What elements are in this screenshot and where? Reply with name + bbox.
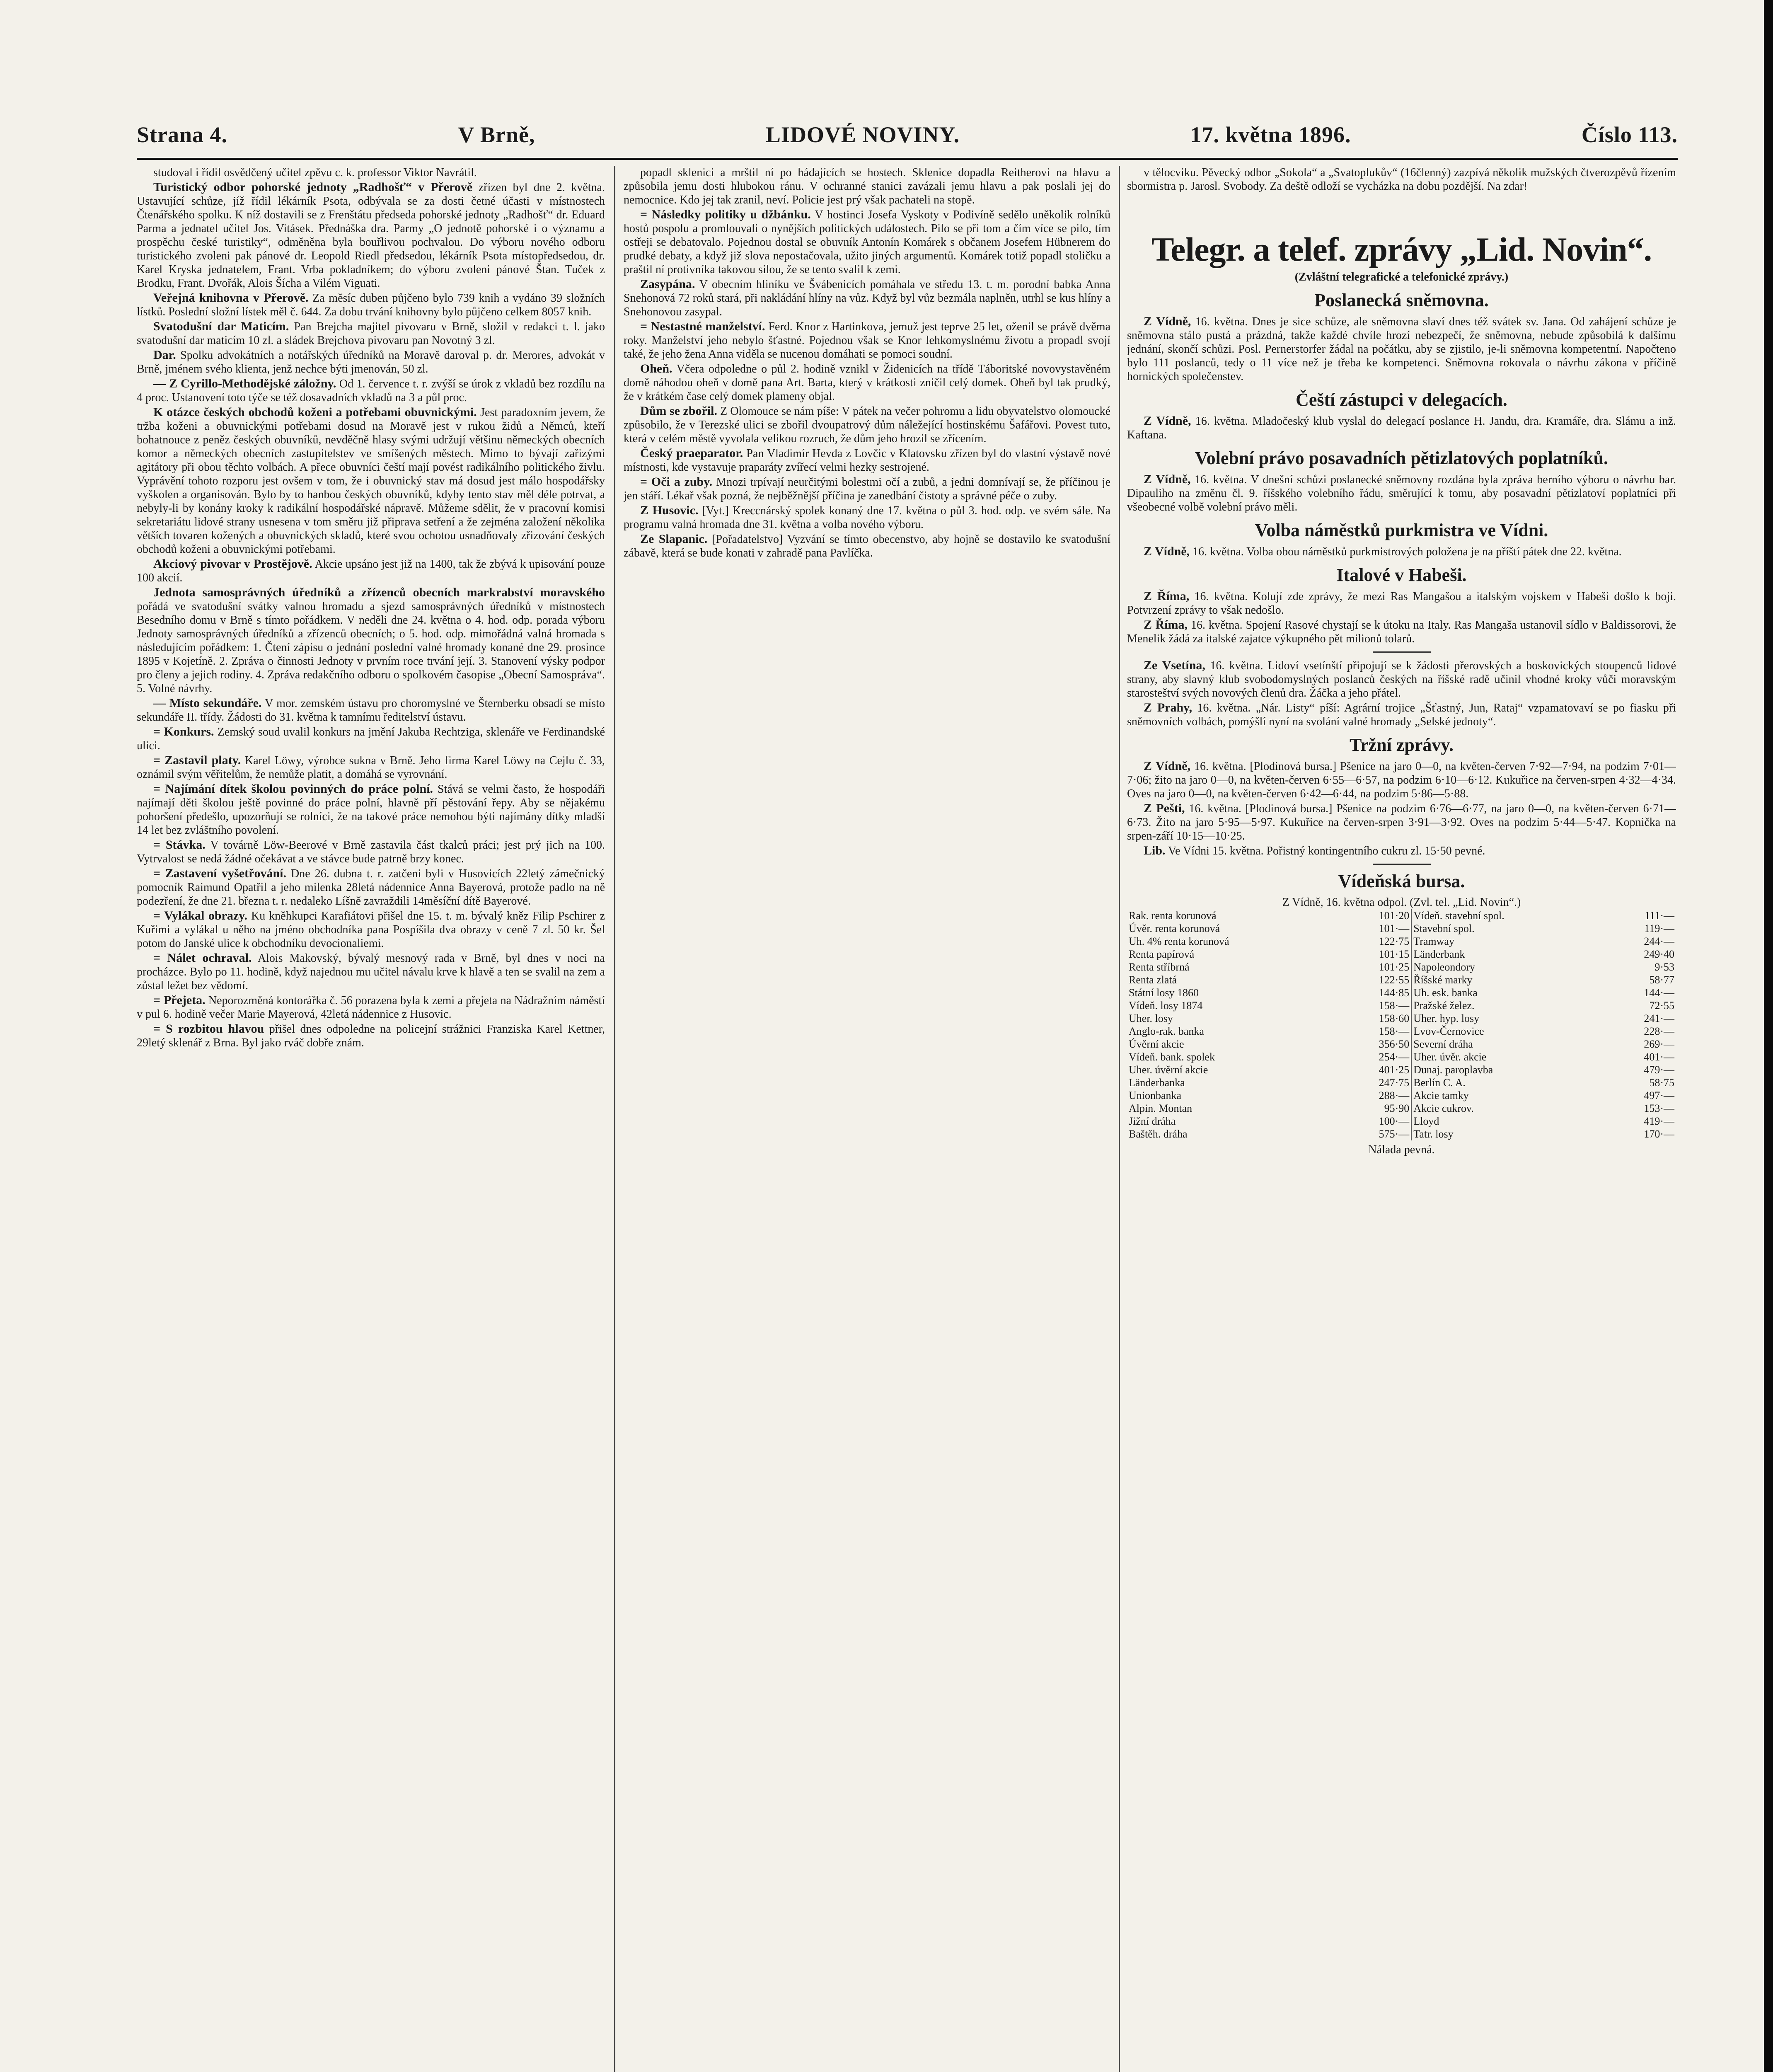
article-headline: Jednota samosprávných úředníků a zřízenců obecních markrabství moravského — [153, 586, 605, 599]
article-headline: Turistický odbor pohorské jednoty „Radhošť“ v Přerově — [153, 180, 473, 194]
bursa-price: 269·— — [1644, 1038, 1674, 1050]
article-paragraph — [624, 277, 1110, 319]
newspaper-title: LIDOVÉ NOVINY. — [765, 122, 960, 147]
article-text: pořádá ve svatodušní svátky valnou hromadu a sjezd samosprávných úředníků v místnostech Besedního domu v Brně s tímto pořádkem. V neděli dne 24. května o 4. hod. odp. porada výboru Jednoty samosprávných úředníků a zřízenců obecních; o 5. hod. odp. mimořádná valná hromada s následujícím pořádkem: 1. Čtení zápisu o jednání poslední valné hromady konané dne 29. prosince 1895 v Kojetíně. 2. Zpráva o činnosti Jednoty v prvním roce trvání její. 3. Stanovení výsky podpor pro členy a jejich rodiny. 4. Zpráva redakčního odboru o spolkovém časopise „Obecní Samospráva“. 5. Volné návrhy. — [137, 600, 605, 695]
article-headline: = Vylákal obrazy. — [153, 909, 248, 922]
article-headline: = Oči a zuby. — [640, 475, 713, 489]
article-paragraph — [1127, 545, 1676, 559]
article-text: V továrně Löw-Beerové v Brně zastavila část tkalců práci; jest prý jich na 100. Vytrvalost se nedá žádné očekávat a ve stávce bude patrně brzy konec. — [137, 839, 605, 865]
article-paragraph — [137, 291, 605, 319]
column-3-intro — [1127, 166, 1676, 193]
column-divider — [614, 166, 615, 2072]
article-paragraph — [1127, 844, 1676, 858]
issue-number: Číslo 113. — [1581, 122, 1678, 147]
article-headline: Veřejná knihovna v Přerově. — [153, 291, 309, 305]
article-paragraph — [624, 320, 1110, 361]
article-text: Ve Vídni 15. května. Pořistný kontingentního cukru zl. 15·50 pevné. — [1168, 845, 1485, 857]
article-paragraph — [1127, 759, 1676, 801]
bursa-security: Tramway — [1411, 935, 1606, 948]
article-text: Pan Brejcha majitel pivovaru v Brně, složil v redakci t. l. jako svatodušní dar maticím 10 zl. a sládek Brejchova pivovaru pan Novotný 3 zl. — [137, 320, 605, 347]
section-title: Italové v Habeši. — [1336, 565, 1467, 585]
bursa-row — [1127, 1063, 1676, 1076]
telegram-sections — [1127, 290, 1676, 858]
article-text: v tělocviku. Pěvecký odbor „Sokola“ a „Svatoplukův“ (16členný) zazpívá několik mužských čtverozpěvů řízením sbormistra p. Jarosl. Svobody. Za deště odloží se vycházka na dobu pozdější. Na zdar! — [1127, 166, 1676, 193]
bursa-price: 111·— — [1645, 910, 1674, 922]
telegram-subnote: (Zvláštní telegrafické a telefonické zprávy.) — [1294, 271, 1509, 283]
article-paragraph — [137, 557, 605, 585]
article-text: studoval i řídil osvědčený učitel zpěvu c. k. professor Viktor Navrátil. — [153, 166, 477, 179]
bursa-price: 101·— — [1379, 922, 1410, 934]
bursa-price: 101·20 — [1379, 910, 1410, 922]
article-text: 16. května. Dnes je sice schůze, ale sněmovna slaví dnes též svátek sv. Jana. Od zahájení schůze je sněmovna stálo pustá a prázdná, takže každé chvíle hrozí nebezpečí, že sněmovna, nebude způsobilá k dalšímu jednání, skončí schůzi. Posl. Pernerstorfer žádal na počátku, aby se zjistilo, je-li sněmovna kompetentní. Napočteno bylo 111 poslanců, tedy o 11 více než je třeba ke kompetenci. Sněmovna rokovala o návrhu zákona v příčině hornických společenstev. — [1127, 315, 1676, 383]
article-paragraph — [1127, 166, 1676, 193]
bursa-security: Uher. úvěrní akcie — [1129, 1064, 1208, 1076]
column-2 — [624, 166, 1110, 2072]
article-text: 16. května. V dnešní schůzi poslanecké sněmovny rozdána byla zpráva berního výboru o návrhu bar. Dipauliho na změnu čl. 9. říšského volebního řádu, směrující k tomu, aby posavadní pětizlatoví poplatníci při všeobecné volbě volební právo měli. — [1127, 473, 1676, 513]
bursa-row — [1127, 961, 1676, 973]
bursa-row — [1127, 1089, 1676, 1102]
bursa-price: 419·— — [1644, 1115, 1674, 1127]
article-paragraph — [137, 586, 605, 695]
page-number: Strana 4. — [137, 122, 228, 147]
bursa-price: 119·— — [1644, 922, 1674, 934]
article-headline: = Zastavení vyšetřování. — [153, 867, 286, 880]
bursa-price: 356·50 — [1379, 1038, 1410, 1050]
issue-date: 17. května 1896. — [1190, 122, 1351, 147]
bursa-row — [1127, 1038, 1676, 1051]
article-headline: Zasypána. — [640, 277, 695, 291]
section-title: Volební právo posavadních pětizlatových poplatníků. — [1195, 448, 1609, 468]
bursa-security: Severní dráha — [1411, 1038, 1606, 1051]
article-text: Stává se velmi často, že hospodáři najímají děti školou ještě povinné do práce polní, hlavně pří pěstování řepy. Aby se nějakému pohoršení předešlo, upozorňují se rolníci, že na takové práce nemohou býti najímány dítky mladší 14 let bez zvláštního povolení. — [137, 783, 605, 837]
bursa-security: Uh. esk. banka — [1411, 986, 1606, 999]
bursa-security: Uher. losy — [1129, 1012, 1173, 1024]
article-headline: = Nálet ochraval. — [153, 951, 252, 965]
article-paragraph — [137, 320, 605, 347]
article-paragraph — [624, 446, 1110, 474]
article-text: Zemský soud uvalil konkurs na jmění Jakuba Rechtziga, sklenáře ve Ferdinandské ulici. — [137, 726, 605, 752]
bursa-price: 58·77 — [1649, 974, 1674, 986]
article-headline: Z Říma, — [1144, 618, 1188, 632]
section-divider — [1373, 651, 1431, 653]
article-paragraph — [137, 993, 605, 1021]
article-headline: Z Prahy, — [1144, 701, 1192, 714]
article-headline: Lib. — [1144, 844, 1166, 857]
article-headline: Ze Vsetína, — [1144, 658, 1205, 672]
article-headline: — Z Cyrillo-Methodějské záložny. — [153, 377, 336, 390]
masthead-city: V Brně, — [458, 122, 535, 147]
article-paragraph — [137, 867, 605, 908]
bursa-security: Renta papírová — [1129, 948, 1195, 960]
article-headline: = Konkurs. — [153, 725, 214, 738]
bursa-security: Lloyd — [1411, 1115, 1606, 1128]
article-text: Dne 26. dubna t. r. zatčeni byli v Husovicích 22letý zámečnický pomocník Raimund Opatřil a jeho milenka 28letá nádennice Anna Bayerová, protože padlo na ně podezření, že dne 21. března t. r. nedaleko Líšně zavraždili 14měsíční dítě Bayerové. — [137, 867, 605, 908]
article-headline: = Přejeta. — [153, 993, 206, 1007]
bursa-security: Anglo-rak. banka — [1129, 1025, 1204, 1037]
article-text: Od 1. července t. r. zvýší se úrok z vkladů bez rozdílu na 4 proc. Ustanovení toto týče se též dosavadních vkladů na 3 a půl proc. — [137, 378, 605, 404]
article-text: [Pořadatelstvo] Vyzvání se tímto obecenstvo, aby hojně se dostavilo ke svatodušní zábavě, která se bude konati v zahradě pana Pavlíčka. — [624, 533, 1110, 559]
article-paragraph — [137, 166, 605, 179]
article-paragraph — [1127, 589, 1676, 617]
bursa-price: 153·— — [1644, 1102, 1674, 1114]
article-text: V mor. zemském ústavu pro choromyslné ve Šternberku obsadí se místo sekundáře II. třídy. Žádosti do 31. května k tamnímu ředitelství ústavu. — [137, 697, 605, 724]
bursa-security: Uh. 4% renta korunová — [1129, 935, 1229, 947]
bursa-security: Pražské želez. — [1411, 999, 1606, 1012]
bursa-row — [1127, 922, 1676, 935]
article-text: 16. května. „Nár. Listy“ píší: Agrární trojice „Šťastný, Jun, Rataj“ vzpamatovaví se po fiasku při sněmovních volbách, pomýšlí nyní na svolání valné hromady „Selské jednoty“. — [1127, 702, 1676, 728]
bursa-footer: Nálada pevná. — [1368, 1143, 1435, 1156]
bursa-security: Úvěrní akcie — [1129, 1038, 1184, 1050]
article-paragraph — [137, 951, 605, 992]
article-text: V obecním hliníku ve Švábenicích pomáhala ve středu 13. t. m. porodní babka Anna Snehonová 72 roků stará, při nakládání hlíny na vůz. Když byl vůz bezmála naplněn, utrhl se kus hlíny a Snehonovou zasypal. — [624, 278, 1110, 318]
article-paragraph — [1127, 472, 1676, 514]
article-headline: Z Říma, — [1144, 589, 1190, 603]
bursa-row — [1127, 1076, 1676, 1089]
article-text: V hostinci Josefa Vyskoty v Podivíně sedělo uněkolik rolníků hostů pospolu a promlouvali o nynějších politických událostech. Pilo se při tom a čím více se pilo, tím ostřeji se debatovalo. Pojednou dostal se obuvník Antonín Komárek s občanem Josefem Hübnerem do prudké debaty, a když již slova nepostačovala, užito jiných argumentů. Komárek totiž popadl stoličku a praštil ní protivníka takovou silou, že se tento svalil k zemi. — [624, 208, 1110, 276]
bursa-security: Říšské marky — [1411, 973, 1606, 986]
article-paragraph — [137, 782, 605, 837]
article-text: 16. května. Lidoví vsetínští připojují se k žádosti přerovských a boskovických stoupenců lidové strany, aby slavný klub svobodomyslných poslanců českých na říšské radě učinil vhodné kroky vůči moravským starosteštví svých novových členů dra. Žáčka a jeho přátel. — [1127, 659, 1676, 700]
article-headline: Svatodušní dar Maticím. — [153, 320, 289, 333]
bursa-security: Baštěh. dráha — [1129, 1128, 1188, 1140]
section-divider — [1373, 864, 1431, 865]
bursa-security: Úvěr. renta korunová — [1129, 922, 1220, 934]
masthead — [137, 112, 1678, 157]
article-headline: = Najímání dítek školou povinných do práce polní. — [153, 782, 433, 796]
bursa-security: Vídeň. bank. spolek — [1129, 1051, 1215, 1063]
bursa-price: 95·90 — [1384, 1102, 1410, 1114]
article-paragraph — [137, 405, 605, 556]
bursa-security: Berlín C. A. — [1411, 1076, 1606, 1089]
article-text: Ku kněhkupci Karafiátovi přišel dne 15. t. m. bývalý kněz Filip Pschirer z Kuřimi a vylákal u něho na jméno obchodníka pana Pospíšila dva obrazy v ceně 7 zl. 50 kr. Šel potom do Janské ulice k obchodníku devocionaliemi. — [137, 910, 605, 950]
bursa-security: Renta stříbrná — [1129, 961, 1190, 973]
bursa-security: Napoleondory — [1411, 961, 1606, 973]
article-paragraph — [137, 180, 605, 290]
article-text: Včera odpoledne o půl 2. hodině vznikl v Židenicích na třídě Táboritské novovystavěném domě náhodou oheň v domě pana Art. Barta, který v krátkosti zničil celý domek. Oheň byl tak prudký, že v krátkém čase celý domek plameny objal. — [624, 363, 1110, 403]
article-text: Akcie upsáno jest již na 1400, tak že zbývá k upisování pouze 100 akcií. — [137, 558, 605, 584]
bursa-price: 100·— — [1379, 1115, 1410, 1127]
article-paragraph — [624, 532, 1110, 560]
bursa-price: 9·53 — [1654, 961, 1674, 973]
bursa-price: 497·— — [1644, 1089, 1674, 1101]
article-paragraph — [137, 377, 605, 404]
masthead-rule — [137, 158, 1678, 160]
bursa-price: 158·— — [1379, 1025, 1410, 1037]
bursa-price: 101·15 — [1379, 948, 1410, 960]
article-paragraph — [1127, 414, 1676, 442]
bursa-security: Vídeň. stavební spol. — [1411, 909, 1606, 922]
bursa-row — [1127, 986, 1676, 999]
article-text: Pan Vladimír Hevda z Lovčic v Klatovsku zřízen byl do vlastní výstavě nové místnosti, kde vystavuje praparáty zvířecí velmi hezky sestrojené. — [624, 447, 1110, 474]
article-headline: = Zastavil platy. — [153, 753, 241, 767]
bursa-security: Unionbanka — [1129, 1089, 1182, 1101]
bursa-security: Rak. renta korunová — [1129, 910, 1217, 922]
article-paragraph — [137, 725, 605, 753]
bursa-row — [1127, 999, 1676, 1012]
bursa-price: 479·— — [1644, 1064, 1674, 1076]
bursa-row — [1127, 909, 1676, 922]
article-text: Za měsíc duben půjčeno bylo 739 knih a vydáno 39 složních lístků. Poslední složní lístek měl č. 644. Za dobu trvání knihovny bylo půjčeno celkem 8057 knih. — [137, 292, 605, 318]
article-text: Ferd. Knor z Hartinkova, jemuž jest teprve 25 let, oženil se právě dvěma roky. Manželství jeho nebylo šťastné. Pojednou však se Knor lehkomyslnému životu a propadl svojí také, že jeho žena Anna viděla se nucenou domáhati se pomoci soudní. — [624, 320, 1110, 361]
bursa-security: Jižní dráha — [1129, 1115, 1176, 1127]
bursa-price: 72·55 — [1649, 1000, 1674, 1012]
article-text: Karel Löwy, výrobce sukna v Brně. Jeho firma Karel Löwy na Cejlu č. 33, oznámil svým věřitelům, že nemůže platit, a domáhá se vyrovnání. — [137, 754, 605, 781]
bursa-security: Dunaj. paroplavba — [1411, 1063, 1606, 1076]
article-text: Neporozměná kontorářka č. 56 porazena byla k zemi a přejeta na Nádražním náměstí v pul 6. hodině večer Marie Mayerová, 42letá nádennice z Husovic. — [137, 994, 605, 1021]
article-paragraph — [624, 503, 1110, 531]
bursa-row — [1127, 1025, 1676, 1038]
article-headline: Z Vídně, — [1144, 315, 1191, 328]
bursa-price: 575·— — [1379, 1128, 1410, 1140]
bursa-price: 244·— — [1644, 935, 1674, 947]
bursa-security: Vídeň. losy 1874 — [1129, 1000, 1203, 1012]
bursa-price: 122·55 — [1379, 974, 1410, 986]
bursa-price: 122·75 — [1379, 935, 1410, 947]
section-title: Volba náměstků purkmistra ve Vídni. — [1255, 520, 1548, 540]
article-text: přišel dnes odpoledne na policejní strážnici Franziska Karel Kettner, 29letý sklenář z Brna. Byl jako rváč dobře znám. — [137, 1023, 605, 1049]
bursa-row — [1127, 973, 1676, 986]
bursa-price: 401·— — [1644, 1051, 1674, 1063]
article-paragraph — [137, 838, 605, 866]
bursa-price: 101·25 — [1379, 961, 1410, 973]
article-paragraph — [137, 696, 605, 724]
bursa-price: 241·— — [1644, 1012, 1674, 1024]
article-paragraph — [1127, 701, 1676, 729]
column-divider — [1119, 166, 1120, 2072]
bursa-security: Länderbanka — [1129, 1077, 1185, 1089]
article-text: 16. května. Spojení Rasové chystají se k útoku na Italy. Ras Mangaša ustanovil sídlo v Baldissorovi, že Menelik žádá za italské zajatce výkupného pět milionů tolarů. — [1127, 619, 1676, 645]
bursa-price: 144·85 — [1379, 987, 1410, 999]
article-headline: = Stávka. — [153, 838, 206, 852]
article-text: Spolku advokátních a notářských úředníků na Moravě daroval p. dr. Merores, advokát v Brně, jménem svého klienta, jenž nechce býti jmenován, 50 zl. — [137, 349, 605, 375]
section-title: Poslanecká sněmovna. — [1314, 290, 1489, 310]
article-headline: Český praeparator. — [640, 446, 743, 460]
bursa-price: 249·40 — [1644, 948, 1674, 960]
bursa-row — [1127, 1128, 1676, 1140]
article-paragraph — [624, 362, 1110, 403]
bursa-security: Státní losy 1860 — [1129, 987, 1199, 999]
bursa-security: Uher. úvěr. akcie — [1411, 1051, 1606, 1063]
bursa-security: Länderbank — [1411, 948, 1606, 961]
bursa-row — [1127, 1012, 1676, 1025]
article-text: 16. května. [Plodinová bursa.] Pšenice na jaro 0—0, na květen-červen 7·92—7·94, na podzim 7·01—7·06; žito na jaro 0—0, na květen-červen 6·55—6·57, na podzim 6·10—6·12. Kukuřice na červen-srpen 4·32—4·34. Oves na jaro 0—0, na květen-červen 6·42—6·44, na podzim 5·86—5·88. — [1127, 760, 1676, 800]
bursa-security: Lvov-Černovice — [1411, 1025, 1606, 1038]
column-3 — [1127, 166, 1676, 2072]
bursa-title: Vídeňská bursa. — [1338, 871, 1465, 891]
bursa-price: 288·— — [1379, 1089, 1410, 1101]
article-text: Mnozi trpívají neurčitými bolestmi očí a zubů, a jedni domnívají se, že příčinou je jen stáří. Lékař však pozná, že nejběžnější příčina je zanedbání čistoty a správné péče o zuby. — [624, 476, 1110, 502]
bursa-price: 401·25 — [1379, 1064, 1410, 1076]
telegram-heading: Telegr. a telef. zprávy „Lid. Novin“. — [1151, 230, 1652, 268]
bursa-price: 170·— — [1644, 1128, 1674, 1140]
article-headline: Dům se zbořil. — [640, 404, 718, 418]
bursa-security: Tatr. losy — [1411, 1128, 1606, 1140]
bursa-price: 144·— — [1644, 987, 1674, 999]
article-paragraph — [1127, 315, 1676, 383]
bursa-price: 158·— — [1379, 1000, 1410, 1012]
bursa-table — [1127, 909, 1676, 1140]
article-paragraph — [137, 1022, 605, 1050]
article-headline: = S rozbitou hlavou — [153, 1022, 264, 1036]
bursa-security: Akcie tamky — [1411, 1089, 1606, 1102]
bursa-price: 254·— — [1379, 1051, 1410, 1063]
article-paragraph — [137, 753, 605, 781]
article-headline: — Místo sekundáře. — [153, 696, 262, 710]
article-headline: Z Vídně, — [1144, 414, 1191, 428]
article-headline: Z Vídně, — [1144, 472, 1191, 486]
article-paragraph — [624, 475, 1110, 503]
article-paragraph — [624, 208, 1110, 276]
bursa-security: Uher. hyp. losy — [1411, 1012, 1606, 1025]
article-headline: Z Vídně, — [1144, 545, 1190, 558]
bursa-security: Alpin. Montan — [1129, 1102, 1192, 1114]
bursa-security: Renta zlatá — [1129, 974, 1177, 986]
article-text: zřízen byl dne 2. května. Ustavující schůze, jíž řídil lékárník Psota, odbývala se za dosti četné účasti v místnostech Čtenářského spolku. K níž dostavili se z Frenštátu předseda pohorské jednoty „Radhošť“ dr. Eduard Parma a jednatel učitel Jos. Vitásek. Přednáška dra. Parmy „O jednotě pohorské i o významu a prospěchu české turistiky“, odměněna byla bouřlivou pochvalou. Do výboru nového odboru turistického zvoleni pak pánové dr. Leopold Riedl předsedou, lékárník Psota místopředsedou, dr. Karel Kryska jednatelem, Frant. Vrba pokladníkem; do výboru zvoleni pánové Štan. Tuček z Brodku, Frant. Dvořák, Alois Šícha a Vilém Viguati. — [137, 181, 605, 290]
bursa-subtitle: Z Vídně, 16. května odpol. (Zvl. tel. „Lid. Novin“.) — [1282, 896, 1521, 909]
bursa-price: 58·75 — [1649, 1077, 1674, 1089]
article-paragraph — [624, 166, 1110, 207]
article-headline: = Nestastné manželství. — [640, 320, 765, 333]
bursa-row — [1127, 1102, 1676, 1115]
article-text: 16. května. Mladočeský klub vyslal do delegací poslance H. Jandu, dra. Kramáře, dra. Slámu a inž. Kaftana. — [1127, 415, 1676, 441]
bursa-row — [1127, 935, 1676, 948]
article-paragraph — [1127, 618, 1676, 646]
bursa-security: Akcie cukrov. — [1411, 1102, 1606, 1115]
article-paragraph — [624, 404, 1110, 445]
article-headline: K otázce českých obchodů koženi a potřebami obuvnickými. — [153, 405, 477, 419]
bursa-security: Stavební spol. — [1411, 922, 1606, 935]
article-headline: Z Husovic. — [640, 503, 699, 517]
article-text: Z Olomouce se nám píše: V pátek na večer pohromu a lidu obyvatelstvo olomoucké způsobilo, že v Terezské ulici se zbořil dvoupatrový dům náležející hostinskému Šafářovi. Povest tuto, která v celém městě vyvolala velikou rozruch, že dům jeho hrozil se zřícením. — [624, 405, 1110, 445]
bursa-price: 228·— — [1644, 1025, 1674, 1037]
article-text: 16. května. Kolují zde zprávy, že mezi Ras Mangašou a italským vojskem v Habeši došlo k boji. Potvrzení zprávy to však nedošlo. — [1127, 590, 1676, 617]
article-text: 16. května. [Plodinová bursa.] Pšenice na podzim 6·76—6·77, na jaro 0—0, na květen-červen 6·71—6·73. Žito na jaro 5·95—5·97. Kukuřice na červen-srpen 3·91—3·92. Oves na podzim 5·44—5·47. Kopnička na srpen-září 10·15—10·25. — [1127, 802, 1676, 842]
article-text: 16. května. Volba obou náměstků purkmistrových položena je na příští pátek dne 22. května. — [1192, 545, 1622, 558]
article-text: Jest paradoxním jevem, že tržba koženi a obuvnickými potřebami dosud na Moravě jest v rukou židů a Němců, kteří bohatnouce z peněz českých obuvníků, nevděčně hlasy svými udržují většinu německých obecních komor a německých obecních zastupitelstev ve smíšených městech. Mimo to bývají zařizými agitátory při obou těchto volbách. A přece obuvníci čeští mají povést radikálního politického živlu. Vyprávění tohoto rozporu jest ovšem v tom, že i obuvnický stav má dosud jest málo hospodářsky vyškolen a organisován. Bylo by to hanbou českých obuvníků, kdyby tento stav měl déle potrvat, a nebyly-li by konány kroky k radikální hospodářské nápravě. Můžeme sdělit, že v pracovní komisi sekretariátu lidové strany usnesena v tom směru již připrava setření a že zejména založení několika větších tovaren kožených a obuvnických skladů, které svou ochotou usnadňovaly zřizování českých obchodů koženi a obuvnickými potřebami. — [137, 406, 605, 556]
page-edge — [1764, 0, 1773, 2072]
article-paragraph — [137, 348, 605, 376]
bursa-row — [1127, 1115, 1676, 1128]
article-text: popadl sklenici a mrštil ní po hádajících se hostech. Sklenice dopadla Reitherovi na hlavu a způsobila jemu dosti hlubokou ránu. V ochranné stanici zavázali jemu hlavu a pak poslali jej do nemocnice. Kdo jej tak zranil, neví. Policie jest prý však pachateli na stopě. — [624, 166, 1110, 206]
bursa-row — [1127, 1051, 1676, 1063]
article-headline: Ze Slapanic. — [640, 532, 708, 546]
article-headline: Z Vídně, — [1144, 759, 1191, 773]
bursa-price: 158·60 — [1379, 1012, 1410, 1024]
article-text: Alois Makovský, bývalý mesnový rada v Brně, byl dnes v noci na procházce. Bylo po 11. hodině, když najednou mu učitel návalu krve k hlavě a ten se svalil na zem a zůstal ležet bez vědomí. — [137, 952, 605, 992]
article-paragraph — [137, 909, 605, 950]
column-1 — [137, 166, 605, 2072]
article-headline: Akciový pivovar v Prostějově. — [153, 557, 312, 571]
article-headline: Dar. — [153, 348, 176, 362]
section-title: Čeští zástupci v delegacích. — [1296, 390, 1507, 410]
article-text: [Vyt.] Kreccnárský spolek konaný dne 17. května o půl 3. hod. odp. ve svém sále. Na programu valná hromada dne 31. května a volba nového výboru. — [624, 504, 1110, 531]
bursa-price: 247·75 — [1379, 1077, 1410, 1089]
article-paragraph — [1127, 801, 1676, 843]
article-headline: Z Pešti, — [1144, 801, 1185, 815]
article-headline: = Následky politiky u džbánku. — [640, 208, 811, 221]
section-title: Tržní zprávy. — [1350, 735, 1454, 755]
bursa-row — [1127, 948, 1676, 961]
article-paragraph — [1127, 658, 1676, 700]
article-headline: Oheň. — [640, 362, 672, 375]
